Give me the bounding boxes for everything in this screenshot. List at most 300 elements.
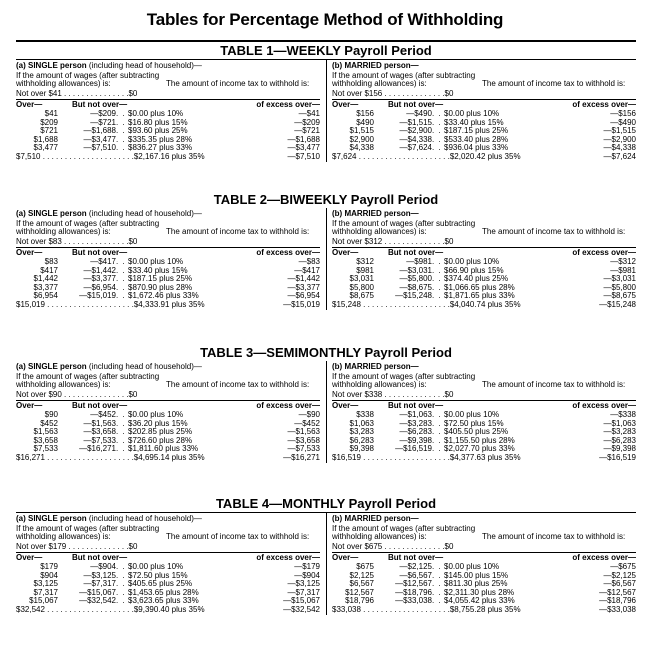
header-but-not-over: But not over—: [388, 100, 444, 110]
leader-dots: . . .: [116, 418, 133, 428]
cell-over: $6,954: [33, 291, 58, 301]
cell-amount: $4,377.63 plus 35%: [449, 452, 521, 462]
cell-amount: $0.00 plus 10%: [444, 108, 500, 118]
cell-over: $12,567: [345, 587, 374, 597]
cell-but-not-over: —$1,442: [83, 265, 116, 275]
cell-but-not-over: —$9,398: [399, 435, 432, 445]
cell-amount: $405.50 plus 25%: [444, 427, 509, 437]
not-over-line: Not over $156 . . . . . . . . . . . . . .$0: [332, 88, 454, 98]
cell-over: $904: [40, 570, 58, 580]
cell-amount: $145.00 plus 15%: [444, 570, 509, 580]
table-row-last: [16, 606, 320, 615]
table-semimonthly: [16, 344, 636, 463]
cell-but-not-over: —$3,658: [83, 427, 116, 437]
cell-excess-over: —$9,398: [603, 444, 636, 454]
cell-over: $6,283: [349, 435, 374, 445]
tax-to-withhold-text: The amount of income tax to withhold is:: [166, 79, 310, 89]
cell-excess-over: —$12,567: [599, 587, 636, 597]
leader-dots: . . .: [116, 117, 133, 127]
leader-dots: . . .: [432, 282, 449, 292]
cell-excess-over: —$1,688: [287, 134, 320, 144]
leader-dots: . . .: [116, 108, 133, 118]
cell-amount: $2,027.70 plus 33%: [444, 444, 515, 454]
table-row-last: [332, 606, 636, 615]
not-over-line: Not over $338 . . . . . . . . . . . . . .$0: [332, 389, 454, 399]
cell-over: $7,510 . . . . . . . . . . . . . . . . . . . . .: [16, 151, 134, 161]
cell-but-not-over: —$721: [90, 117, 116, 127]
wage-condition-text: If the amount of wages (after subtracting withholding allowances) is:: [332, 371, 476, 390]
cell-excess-over: —$338: [610, 409, 636, 419]
cell-but-not-over: —$2,900: [399, 126, 432, 136]
cell-excess-over: —$16,519: [599, 452, 636, 462]
cell-amount: $4,695.14 plus 35%: [133, 452, 205, 462]
cell-amount: $0.00 plus 10%: [128, 256, 184, 266]
cell-excess-over: —$2,125: [603, 570, 636, 580]
table-row-last: [16, 153, 320, 162]
tax-to-withhold-text: The amount of income tax to withhold is:: [482, 227, 626, 237]
cell-excess-over: —$490: [610, 117, 636, 127]
cell-over: $1,515: [349, 126, 374, 136]
cell-amount: $66.90 plus 15%: [444, 265, 504, 275]
wage-condition-text: If the amount of wages (after subtracting withholding allowances) is:: [16, 70, 160, 89]
cell-over: $2,125: [349, 570, 374, 580]
wage-condition-text: If the amount of wages (after subtracting withholding allowances) is:: [16, 371, 160, 390]
cell-amount: $335.35 plus 28%: [128, 134, 193, 144]
cell-over: $15,019 . . . . . . . . . . . . . . . . . . . .: [16, 299, 134, 309]
cell-excess-over: —$209: [294, 117, 320, 127]
cell-excess-over: —$3,477: [287, 143, 320, 153]
leader-dots: . . .: [432, 427, 449, 437]
cell-but-not-over: —$2,125: [399, 561, 432, 571]
leader-dots: . . .: [432, 143, 449, 153]
cell-over: $7,624 . . . . . . . . . . . . . . . . . . . . .: [332, 151, 450, 161]
single-person-table: [16, 513, 326, 615]
cell-amount: $0.00 plus 10%: [444, 256, 500, 266]
status-label: (b) MARRIED person—: [332, 514, 419, 523]
table-row-last: [332, 454, 636, 463]
intro-text: [332, 72, 636, 89]
leader-dots: . . .: [432, 579, 449, 589]
status-label: (a) SINGLE person: [16, 209, 87, 218]
cell-amount: $2,311.30 plus 28%: [444, 587, 515, 597]
cell-but-not-over: —$1,063: [399, 409, 432, 419]
header-of-excess-over: of excess over—: [572, 401, 636, 411]
cell-amount: $0.00 plus 10%: [128, 409, 184, 419]
leader-dots: . . .: [116, 282, 133, 292]
leader-dots: . . .: [116, 274, 133, 284]
cell-amount: $726.60 plus 28%: [128, 435, 193, 445]
cell-amount: $4,040.74 plus 35%: [449, 299, 521, 309]
cell-excess-over: —$156: [610, 108, 636, 118]
cell-excess-over: —$83: [298, 256, 320, 266]
leader-dots: . . .: [116, 265, 133, 275]
cell-excess-over: —$179: [294, 561, 320, 571]
table-biweekly: [16, 191, 636, 310]
cell-excess-over: —$721: [294, 126, 320, 136]
cell-over: $452: [40, 418, 58, 428]
cell-but-not-over: —$6,283: [399, 427, 432, 437]
not-over-line: Not over $312 . . . . . . . . . . . . . .$0: [332, 236, 454, 246]
cell-over: $1,063: [349, 418, 374, 428]
cell-excess-over: —$3,031: [603, 274, 636, 284]
cell-over: $83: [44, 256, 58, 266]
intro-text: [16, 72, 320, 89]
leader-dots: . . .: [432, 134, 449, 144]
cell-excess-over: —$15,067: [283, 596, 320, 606]
cell-amount: $33.40 plus 15%: [128, 265, 188, 275]
header-but-not-over: But not over—: [388, 401, 444, 411]
header-over: Over—: [332, 401, 359, 411]
table-row-last: [16, 301, 320, 310]
cell-excess-over: —$18,796: [599, 596, 636, 606]
cell-amount: $1,155.50 plus 28%: [444, 435, 515, 445]
leader-dots: . . .: [116, 291, 133, 301]
cell-amount: $2,167.16 plus 35%: [133, 151, 205, 161]
status-heading: [16, 210, 320, 219]
cell-but-not-over: —$5,800: [399, 274, 432, 284]
single-person-table: [16, 208, 326, 310]
status-label: (a) SINGLE person: [16, 61, 87, 70]
cell-amount: $72.50 plus 15%: [444, 418, 504, 428]
cell-amount: $187.15 plus 25%: [444, 126, 509, 136]
leader-dots: . . .: [116, 409, 133, 419]
cell-amount: $16.80 plus 15%: [128, 117, 188, 127]
cell-but-not-over: —$7,624: [399, 143, 432, 153]
cell-excess-over: —$1,442: [287, 274, 320, 284]
wage-condition-text: If the amount of wages (after subtracting withholding allowances) is:: [16, 523, 160, 542]
header-over: Over—: [16, 401, 43, 411]
leader-dots: . . .: [432, 596, 449, 606]
header-over: Over—: [16, 100, 43, 110]
header-but-not-over: But not over—: [72, 553, 128, 563]
married-person-table: [326, 513, 636, 615]
cell-over: $41: [44, 108, 58, 118]
header-over: Over—: [332, 100, 359, 110]
table-monthly: [16, 495, 636, 615]
cell-over: $490: [356, 117, 374, 127]
cell-over: $8,675: [349, 291, 374, 301]
header-over: Over—: [16, 553, 43, 563]
cell-but-not-over: —$15,019: [79, 291, 116, 301]
cell-but-not-over: —$7,510: [83, 143, 116, 153]
cell-amount: $4,333.91 plus 35%: [133, 299, 205, 309]
leader-dots: . . .: [116, 570, 133, 580]
leader-dots: . . .: [116, 444, 133, 454]
leader-dots: . . .: [432, 409, 449, 419]
cell-amount: $1,871.65 plus 33%: [444, 291, 515, 301]
cell-amount: $93.60 plus 25%: [128, 126, 188, 136]
intro-text: [16, 220, 320, 237]
wage-condition-text: If the amount of wages (after subtracting withholding allowances) is:: [16, 218, 160, 237]
tax-to-withhold-text: The amount of income tax to withhold is:: [166, 380, 310, 390]
cell-amount: $72.50 plus 15%: [128, 570, 188, 580]
cell-but-not-over: —$16,271: [79, 444, 116, 454]
tax-to-withhold-text: The amount of income tax to withhold is:: [482, 380, 626, 390]
table-weekly: [16, 42, 636, 162]
cell-but-not-over: —$16,519: [395, 444, 432, 454]
cell-excess-over: —$6,283: [603, 435, 636, 445]
leader-dots: . . .: [432, 265, 449, 275]
cell-over: $6,567: [349, 579, 374, 589]
leader-dots: . . .: [432, 126, 449, 136]
table-heading: TABLE 4—MONTHLY Payroll Period: [16, 495, 636, 513]
cell-excess-over: —$1,515: [603, 126, 636, 136]
header-of-excess-over: of excess over—: [256, 248, 320, 258]
cell-excess-over: —$2,900: [603, 134, 636, 144]
status-heading: [332, 62, 636, 71]
cell-but-not-over: —$452: [90, 409, 116, 419]
header-of-excess-over: of excess over—: [256, 553, 320, 563]
cell-but-not-over: —$12,567: [395, 579, 432, 589]
leader-dots: . . .: [116, 587, 133, 597]
cell-excess-over: —$6,567: [603, 579, 636, 589]
cell-but-not-over: —$1,688: [83, 126, 116, 136]
cell-over: $90: [44, 409, 58, 419]
cell-over: $16,519 . . . . . . . . . . . . . . . . . . . .: [332, 452, 450, 462]
leader-dots: . . .: [432, 418, 449, 428]
leader-dots: . . .: [116, 579, 133, 589]
cell-over: $1,563: [33, 427, 58, 437]
leader-dots: . . .: [116, 126, 133, 136]
header-of-excess-over: of excess over—: [572, 248, 636, 258]
cell-excess-over: —$15,248: [599, 299, 636, 309]
cell-over: $312: [356, 256, 374, 266]
cell-amount: $3,623.65 plus 33%: [128, 596, 199, 606]
header-over: Over—: [332, 248, 359, 258]
intro-text: [332, 525, 636, 542]
status-label: (b) MARRIED person—: [332, 61, 419, 70]
cell-excess-over: —$1,563: [287, 427, 320, 437]
cell-but-not-over: —$981: [406, 256, 432, 266]
cell-excess-over: —$452: [294, 418, 320, 428]
cell-but-not-over: —$3,031: [399, 265, 432, 275]
cell-amount: $36.20 plus 15%: [128, 418, 188, 428]
cell-excess-over: —$15,019: [283, 299, 320, 309]
cell-amount: $811.30 plus 25%: [444, 579, 508, 589]
cell-but-not-over: —$15,248: [395, 291, 432, 301]
cell-excess-over: —$33,038: [599, 604, 636, 614]
status-label: (b) MARRIED person—: [332, 362, 419, 371]
cell-amount: $870.90 plus 28%: [128, 282, 193, 292]
not-over-line: Not over $675 . . . . . . . . . . . . . .$0: [332, 541, 454, 551]
cell-but-not-over: —$32,542: [79, 596, 116, 606]
married-person-table: [326, 208, 636, 310]
cell-but-not-over: —$417: [90, 256, 116, 266]
cell-over: $3,125: [33, 579, 58, 589]
cell-excess-over: —$904: [294, 570, 320, 580]
cell-but-not-over: —$3,377: [83, 274, 116, 284]
cell-but-not-over: —$7,533: [83, 435, 116, 445]
cell-over: $3,477: [33, 143, 58, 153]
cell-amount: $4,055.42 plus 33%: [444, 596, 515, 606]
cell-over: $16,271 . . . . . . . . . . . . . . . . . . . .: [16, 452, 134, 462]
cell-over: $4,338: [349, 143, 374, 153]
cell-over: $15,067: [29, 596, 58, 606]
status-heading: [16, 62, 320, 71]
header-over: Over—: [16, 248, 43, 258]
cell-but-not-over: —$33,038: [395, 596, 432, 606]
cell-but-not-over: —$904: [90, 561, 116, 571]
header-but-not-over: But not over—: [388, 248, 444, 258]
cell-but-not-over: —$15,067: [79, 587, 116, 597]
cell-amount: $0.00 plus 10%: [444, 409, 500, 419]
leader-dots: . . .: [432, 291, 449, 301]
married-person-table: [326, 361, 636, 463]
cell-but-not-over: —$1,515: [399, 117, 432, 127]
wage-condition-text: If the amount of wages (after subtracting withholding allowances) is:: [332, 70, 476, 89]
cell-but-not-over: —$18,796: [395, 587, 432, 597]
cell-over: $1,442: [33, 274, 58, 284]
cell-over: $2,900: [349, 134, 374, 144]
leader-dots: . . .: [432, 274, 449, 284]
table-heading: TABLE 2—BIWEEKLY Payroll Period: [213, 192, 439, 207]
cell-amount: $1,453.65 plus 28%: [128, 587, 199, 597]
header-but-not-over: But not over—: [72, 401, 128, 411]
table-row-last: [16, 454, 320, 463]
status-label: (b) MARRIED person—: [332, 209, 419, 218]
cell-excess-over: —$90: [298, 409, 320, 419]
status-note: (including head of household)—: [86, 61, 202, 70]
tax-to-withhold-text: The amount of income tax to withhold is:: [482, 532, 626, 542]
status-label: (a) SINGLE person: [16, 514, 87, 523]
married-person-table: [326, 60, 636, 162]
not-over-line: Not over $83 . . . . . . . . . . . . . . .$0: [16, 236, 138, 246]
cell-amount: $0.00 plus 10%: [128, 561, 184, 571]
cell-excess-over: —$7,624: [603, 151, 636, 161]
cell-over: $981: [356, 265, 374, 275]
cell-excess-over: —$7,317: [287, 587, 320, 597]
leader-dots: . . .: [116, 596, 133, 606]
single-person-table: [16, 60, 326, 162]
cell-over: $209: [40, 117, 58, 127]
leader-dots: . . .: [432, 444, 449, 454]
cell-amount: $533.40 plus 28%: [444, 134, 509, 144]
cell-but-not-over: —$6,567: [399, 570, 432, 580]
cell-amount: $8,755.28 plus 35%: [449, 604, 521, 614]
cell-over: $338: [356, 409, 374, 419]
cell-but-not-over: —$209: [90, 108, 116, 118]
cell-over: $3,377: [33, 282, 58, 292]
cell-amount: $1,066.65 plus 28%: [444, 282, 515, 292]
wage-condition-text: If the amount of wages (after subtracting withholding allowances) is:: [332, 218, 476, 237]
leader-dots: . . .: [432, 587, 449, 597]
cell-excess-over: —$3,125: [287, 579, 320, 589]
cell-amount: $0.00 plus 10%: [444, 561, 500, 571]
cell-but-not-over: —$3,125: [83, 570, 116, 580]
cell-over: $675: [356, 561, 374, 571]
table-heading: TABLE 1—WEEKLY Payroll Period: [16, 42, 636, 60]
header-but-not-over: But not over—: [72, 248, 128, 258]
cell-excess-over: —$8,675: [603, 291, 636, 301]
cell-over: $3,658: [33, 435, 58, 445]
leader-dots: . . .: [116, 561, 133, 571]
leader-dots: . . .: [116, 427, 133, 437]
status-note: (including head of household)—: [86, 362, 202, 371]
cell-but-not-over: —$3,477: [83, 134, 116, 144]
intro-text: [332, 373, 636, 390]
cell-excess-over: —$5,800: [603, 282, 636, 292]
table-heading: TABLE 3—SEMIMONTHLY Payroll Period: [200, 345, 452, 360]
cell-amount: $9,390.40 plus 35%: [133, 604, 205, 614]
intro-text: [16, 373, 320, 390]
cell-over: $32,542 . . . . . . . . . . . . . . . . . . . .: [16, 604, 134, 614]
leader-dots: . . .: [432, 117, 449, 127]
cell-amount: $1,672.46 plus 33%: [128, 291, 199, 301]
cell-excess-over: —$1,063: [603, 418, 636, 428]
intro-text: [332, 220, 636, 237]
cell-amount: $0.00 plus 10%: [128, 108, 184, 118]
cell-over: $5,800: [349, 282, 374, 292]
leader-dots: . . .: [432, 435, 449, 445]
leader-dots: . . .: [116, 143, 133, 153]
cell-over: $7,533: [33, 444, 58, 454]
status-note: (including head of household)—: [86, 209, 202, 218]
header-of-excess-over: of excess over—: [572, 553, 636, 563]
not-over-line: Not over $179 . . . . . . . . . . . . . .$0: [16, 541, 138, 551]
leader-dots: . . .: [432, 570, 449, 580]
cell-amount: $202.85 plus 25%: [128, 427, 193, 437]
cell-excess-over: —$312: [610, 256, 636, 266]
header-of-excess-over: of excess over—: [256, 100, 320, 110]
cell-over: $7,317: [33, 587, 58, 597]
cell-but-not-over: —$490: [406, 108, 432, 118]
cell-over: $3,283: [349, 427, 374, 437]
cell-excess-over: —$4,338: [603, 143, 636, 153]
single-person-table: [16, 361, 326, 463]
cell-but-not-over: —$1,563: [83, 418, 116, 428]
cell-but-not-over: —$8,675: [399, 282, 432, 292]
header-of-excess-over: of excess over—: [572, 100, 636, 110]
cell-but-not-over: —$4,338: [399, 134, 432, 144]
cell-over: $33,038 . . . . . . . . . . . . . . . . . . . .: [332, 604, 450, 614]
cell-amount: $836.27 plus 33%: [128, 143, 193, 153]
cell-over: $15,248 . . . . . . . . . . . . . . . . . . . .: [332, 299, 450, 309]
cell-amount: $936.04 plus 33%: [444, 143, 509, 153]
not-over-line: Not over $90 . . . . . . . . . . . . . . .$0: [16, 389, 138, 399]
cell-amount: $33.40 plus 15%: [444, 117, 504, 127]
cell-over: $156: [356, 108, 374, 118]
status-note: (including head of household)—: [86, 514, 202, 523]
cell-but-not-over: —$3,283: [399, 418, 432, 428]
cell-excess-over: —$16,271: [283, 452, 320, 462]
cell-amount: $187.15 plus 25%: [128, 274, 193, 284]
cell-over: $18,796: [345, 596, 374, 606]
cell-excess-over: —$3,377: [287, 282, 320, 292]
table-row-last: [332, 153, 636, 162]
cell-over: $9,398: [349, 444, 374, 454]
leader-dots: . . .: [432, 256, 449, 266]
wage-condition-text: If the amount of wages (after subtracting withholding allowances) is:: [332, 523, 476, 542]
header-but-not-over: But not over—: [388, 553, 444, 563]
leader-dots: . . .: [116, 256, 133, 266]
status-heading: [332, 210, 636, 219]
cell-excess-over: —$417: [294, 265, 320, 275]
cell-amount: $2,020.42 plus 35%: [449, 151, 521, 161]
cell-but-not-over: —$6,954: [83, 282, 116, 292]
leader-dots: . . .: [116, 134, 133, 144]
status-heading: [16, 515, 320, 524]
leader-dots: . . .: [432, 561, 449, 571]
tax-to-withhold-text: The amount of income tax to withhold is:: [166, 532, 310, 542]
header-but-not-over: But not over—: [72, 100, 128, 110]
page-title: Tables for Percentage Method of Withholding: [146, 10, 504, 29]
status-heading: [332, 515, 636, 524]
cell-but-not-over: —$7,317: [83, 579, 116, 589]
leader-dots: . . .: [432, 108, 449, 118]
header-over: Over—: [332, 553, 359, 563]
cell-excess-over: —$7,510: [287, 151, 320, 161]
cell-over: $417: [40, 265, 58, 275]
